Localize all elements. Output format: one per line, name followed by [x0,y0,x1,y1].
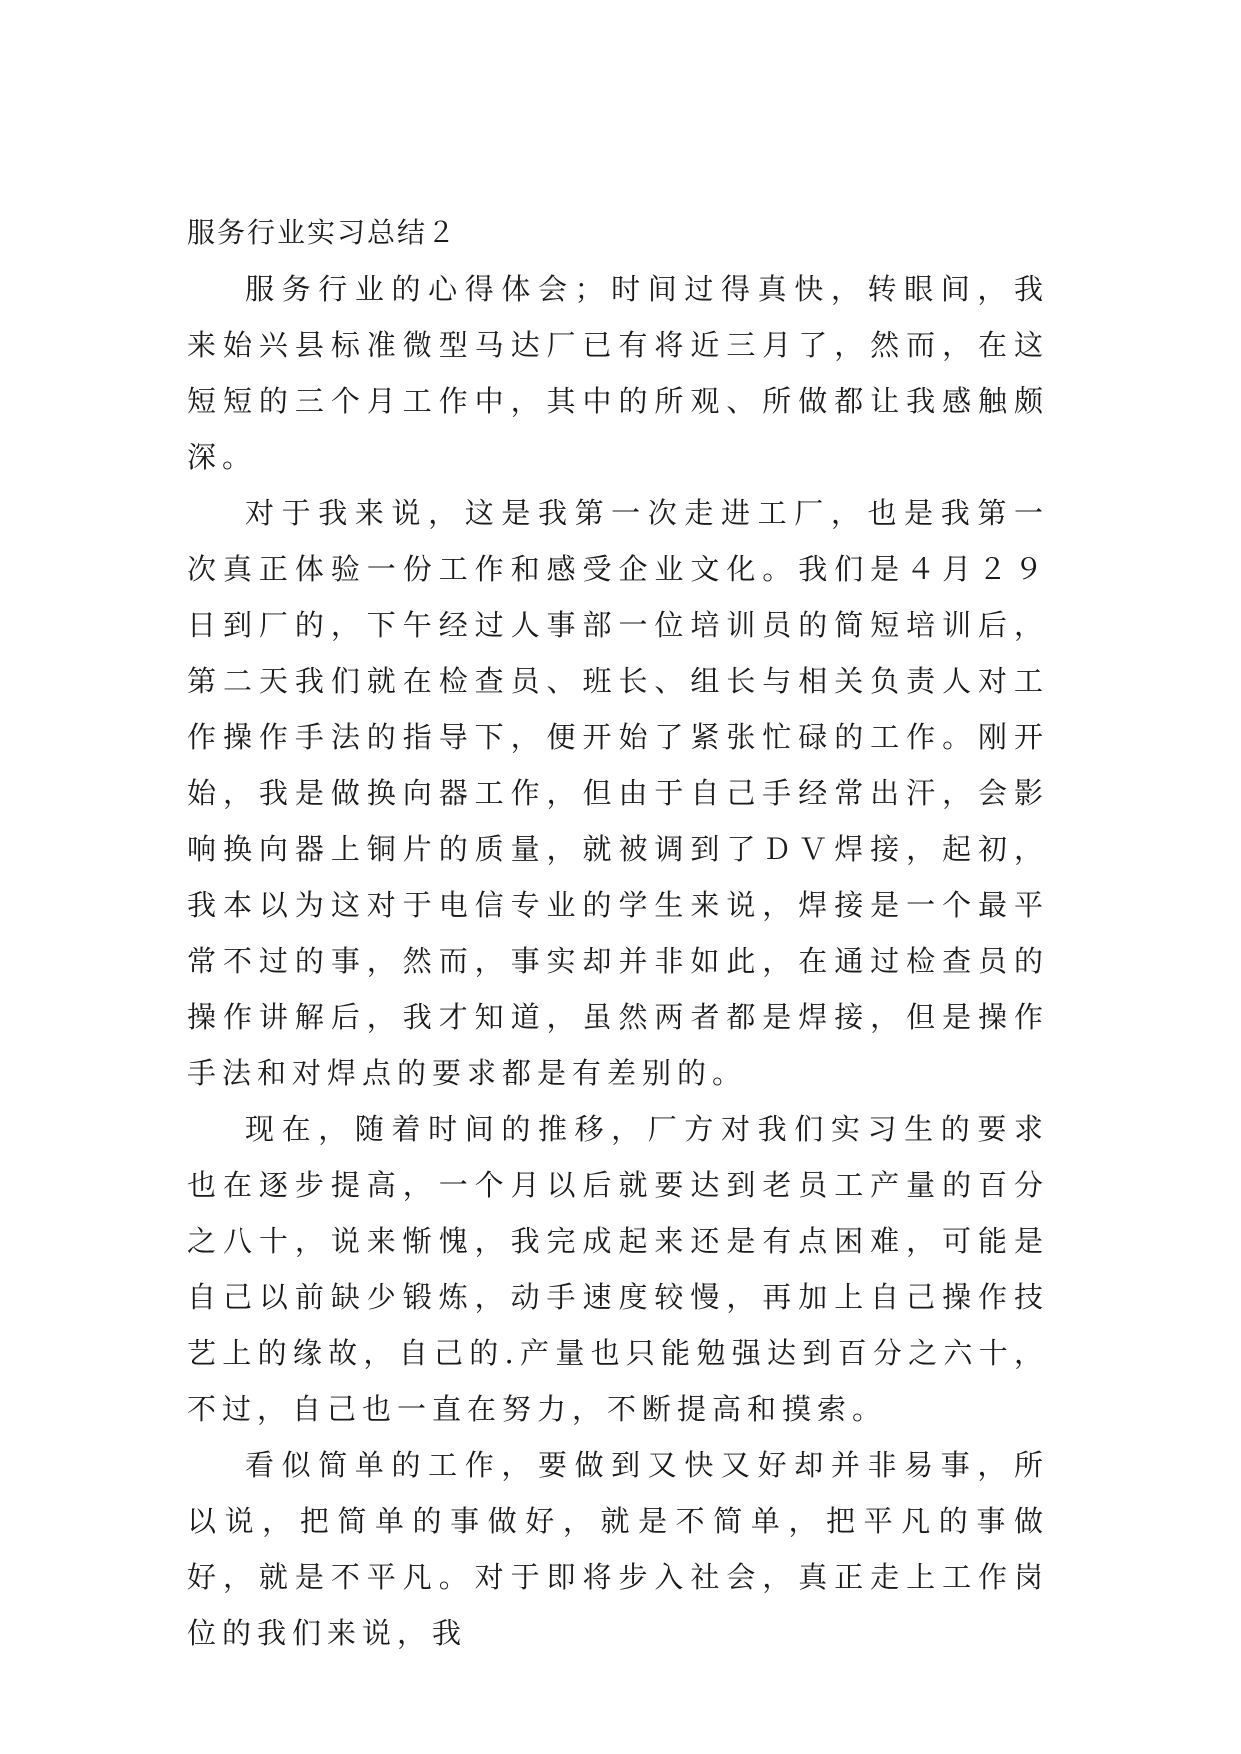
paragraph-3: 现在，随着时间的推移，厂方对我们实习生的要求也在逐步提高，一个月以后就要达到老员工产量的百分之八十，说来惭愧，我完成起来还是有点困难，可能是自己以前缺少锻炼，动手速度较慢，再加上自己操作技艺上的缘故，自己的.产量也只能勉强达到百分之六十，不过，自己也一直在努力，不断提高和摸索。 [187,1112,1049,1426]
document-body [187,205,1049,1661]
paragraph-2: 对于我来说，这是我第一次走进工厂，也是我第一次真正体验一份工作和感受企业文化。我们是４月２９日到厂的，下午经过人事部一位培训员的简短培训后，第二天我们就在检查员、班长、组长与相关负责人对工作操作手法的指导下，便开始了紧张忙碌的工作。刚开始，我是做换向器工作，但由于自己手经常出汗，会影响换向器上铜片的质量，就被调到了ＤＶ焊接，起初，我本以为这对于电信专业的学生来说，焊接是一个最平常不过的事，然而，事实却并非如此，在通过检查员的操作讲解后，我才知道，虽然两者都是焊接，但是操作手法和对焊点的要求都是有差别的。 [187,496,1049,1090]
document-title: 服务行业实习总结２ [187,216,458,249]
paragraph-1: 服务行业的心得体会；时间过得真快，转眼间，我来始兴县标准微型马达厂已有将近三月了，然而，在这短短的三个月工作中，其中的所观、所做都让我感触颇深。 [187,272,1049,474]
paragraph-4: 看似简单的工作，要做到又快又好却并非易事，所以说，把简单的事做好，就是不简单，把平凡的事做好，就是不平凡。对于即将步入社会，真正走上工作岗位的我们来说，我 [187,1448,1049,1650]
